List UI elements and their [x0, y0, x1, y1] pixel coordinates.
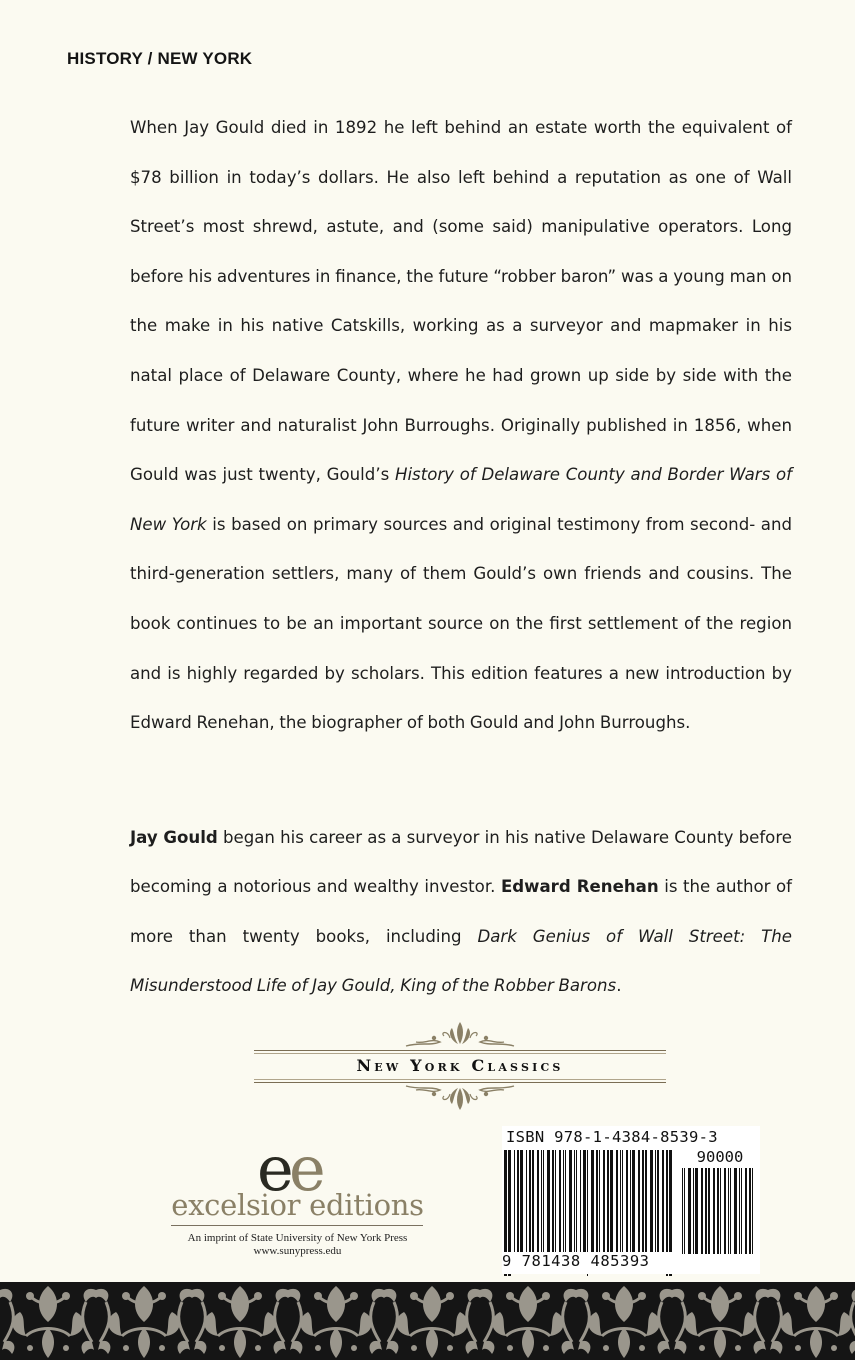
isbn-label: ISBN 978-1-4384-8539-3 [506, 1128, 718, 1146]
barcode-bar [728, 1168, 729, 1254]
editor-bio-text: is the author of more than twenty books, including [130, 877, 792, 946]
barcode-bar [657, 1150, 659, 1254]
barcode-bar [741, 1168, 742, 1254]
editor-book-title: Dark Genius of Wall Street: The Misunderstood Life of Jay Gould, King of the Robber Barons [130, 926, 792, 996]
barcode-bar [730, 1168, 731, 1254]
barcode-bar [708, 1168, 710, 1254]
barcode-bar [607, 1150, 609, 1254]
author-name: Jay Gould [130, 827, 218, 847]
ee-logo-icon [253, 1140, 343, 1194]
barcode-bar [688, 1168, 691, 1254]
description-text-1: When Jay Gould died in 1892 he left behind an estate worth the equivalent of $78 billion in today’s dollars. He also left behind a reputation as one of Wall Street’s most shrewd, astute, and (some said) manipulative operators. Long before his adventures in finance, the future “robber baron” was a young man on the make in his native Catskills, working as a surveyor and mapmaker in his natal place of Delaware County, where he had grown up side by side with the future writer and naturalist John Burroughs. Originally published in 1856, when Gould was just twenty, Gould’s [130, 118, 792, 485]
barcode-bar [720, 1168, 721, 1254]
barcode-bar [749, 1168, 751, 1254]
barcode-bar [526, 1150, 527, 1254]
barcode-bar [541, 1150, 542, 1254]
barcode-bar [693, 1168, 694, 1254]
barcode-bar [655, 1150, 656, 1254]
barcode-bar [650, 1150, 653, 1254]
barcode-bar [622, 1150, 623, 1254]
book-title: History of Delaware County and Border Wars of New York [130, 465, 792, 534]
series-rule-bottom [254, 1082, 666, 1083]
barcode-bar [713, 1168, 715, 1254]
imprint-line: An imprint of State University of New York Press [187, 1232, 408, 1244]
publisher-imprint [165, 1232, 430, 1258]
barcode-bar [583, 1150, 586, 1254]
barcode-bar [576, 1150, 577, 1254]
barcode-bar [574, 1150, 575, 1254]
bio-end: . [616, 976, 622, 996]
barcode-bar [752, 1168, 753, 1254]
barcode-bar [642, 1150, 644, 1254]
barcode-bar [616, 1150, 618, 1254]
barcode-bar [695, 1168, 698, 1254]
author-bio [130, 796, 792, 1028]
barcode-bar [684, 1168, 685, 1254]
series-title: New York Classics [356, 1056, 564, 1075]
publisher-rule [171, 1225, 423, 1226]
barcode-bar [537, 1150, 539, 1254]
barcode-bar [724, 1168, 726, 1254]
isbn-barcode [502, 1126, 760, 1274]
publisher-name: excelsior editions [171, 1188, 424, 1222]
floral-pattern-icon [0, 1282, 855, 1360]
editor-name: Edward Renehan [500, 877, 659, 897]
publisher-block [165, 1140, 430, 1270]
barcode-bar [514, 1150, 515, 1254]
barcode-bar [599, 1150, 600, 1254]
series-banner [254, 1018, 666, 1116]
barcode-bar [543, 1150, 544, 1254]
barcode-bar [603, 1150, 605, 1254]
barcode-bar [569, 1150, 572, 1254]
barcode-bar [555, 1150, 556, 1254]
flourish-bottom-icon [400, 1084, 520, 1114]
price-code: 90000 [696, 1148, 744, 1166]
barcode-bar [547, 1150, 550, 1254]
barcode-bar [620, 1150, 621, 1254]
svg-text:e: e [257, 1140, 294, 1194]
barcode-bar [626, 1150, 628, 1254]
barcode-bar [580, 1150, 581, 1254]
barcode-bar [630, 1150, 631, 1254]
decorative-pattern-band [0, 1282, 855, 1360]
barcode-bar [591, 1150, 594, 1254]
barcode-bar [739, 1168, 740, 1254]
category-label: HISTORY / NEW YORK [67, 49, 253, 68]
series-rule-top [254, 1050, 666, 1051]
addon-barcode-icon [680, 1168, 758, 1276]
barcode-bar [565, 1150, 566, 1254]
barcode-bar [662, 1150, 664, 1254]
barcode-bar [610, 1150, 613, 1254]
barcode-bar [529, 1150, 531, 1254]
barcode-bar [596, 1150, 598, 1254]
barcode-bar [563, 1150, 564, 1254]
barcode-bar [520, 1150, 523, 1254]
barcode-bar [705, 1168, 707, 1254]
series-rule-bottom-inner [254, 1079, 666, 1080]
barcode-bar [734, 1168, 737, 1254]
barcode-bar [517, 1150, 519, 1254]
barcode-bar [682, 1168, 683, 1254]
barcode-bar [645, 1150, 647, 1254]
book-description [130, 103, 792, 748]
barcode-bar [717, 1168, 719, 1254]
ean-digits: 9 781438 485393 [502, 1252, 672, 1274]
flourish-top-icon [400, 1018, 520, 1048]
barcode-bar [552, 1150, 554, 1254]
barcode-bar [632, 1150, 635, 1254]
svg-text:e: e [289, 1140, 326, 1194]
series-rule-top-inner [254, 1053, 666, 1054]
barcode-bar [559, 1150, 561, 1254]
barcode-bar [701, 1168, 703, 1254]
barcode-bar [532, 1150, 534, 1254]
barcode-bar [745, 1168, 747, 1254]
publisher-website: www.sunypress.edu [253, 1245, 342, 1257]
author-bio-text: began his career as a surveyor in his native Delaware County before becoming a notorious and wealthy investor. [130, 827, 792, 897]
description-text-2: is based on primary sources and original testimony from second- and third-generation settlers, many of them Gould’s own friends and cousins. The book continues to be an important source on the first settlement of the region and is highly regarded by scholars. This edition features a new introduction by Edward Renehan, the biographer of both Gould and John Burroughs. [130, 514, 792, 733]
barcode-bar [638, 1150, 640, 1254]
